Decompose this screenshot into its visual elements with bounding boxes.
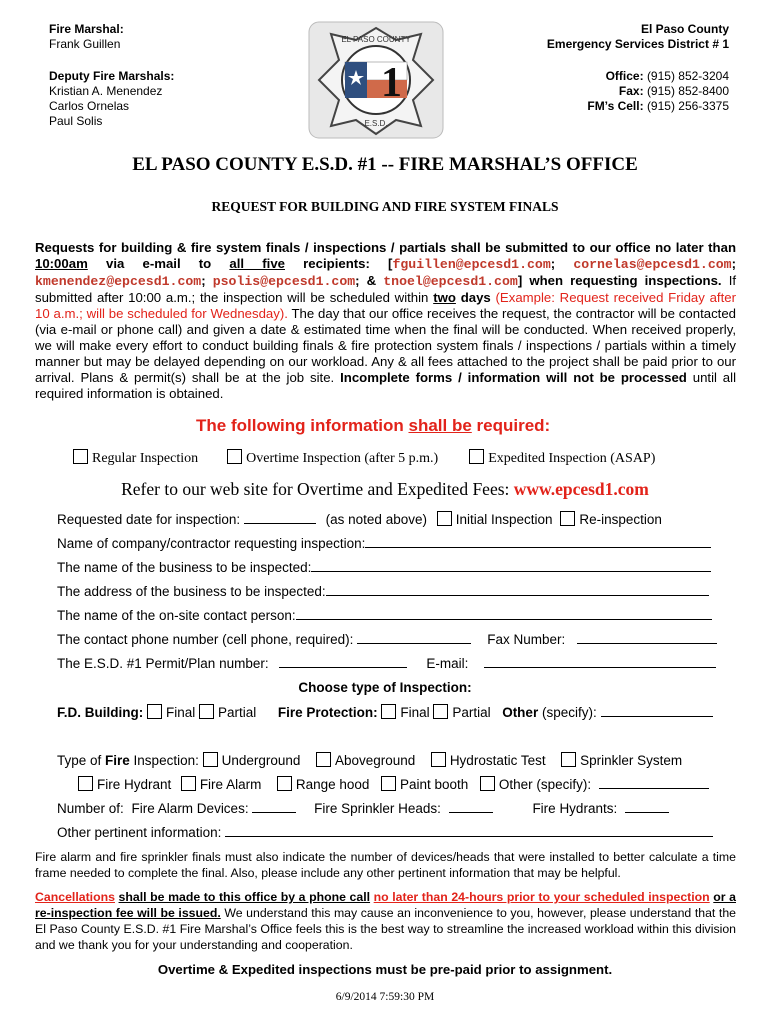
logo-bottom-text: E.S.D. bbox=[364, 119, 388, 128]
inspection-type-row bbox=[73, 449, 655, 467]
note-paragraph: Fire alarm and fire sprinkler finals must also indicate the number of devices/heads that were installed to better calculate a time frame needed to complete the final. Also, please include any other pertinent information that may be helpful. bbox=[35, 850, 736, 880]
permit-field[interactable] bbox=[279, 655, 407, 668]
regular-inspection-checkbox[interactable]: Regular Inspection bbox=[73, 451, 198, 466]
alarm-devices-field[interactable] bbox=[252, 800, 296, 813]
prepaid-notice: Overtime & Expedited inspections must be pre-paid prior to assignment. bbox=[157, 962, 613, 977]
deputy-name: Kristian A. Menendez bbox=[49, 84, 163, 98]
underground-checkbox[interactable]: Underground bbox=[203, 753, 301, 768]
org-name: El Paso County bbox=[640, 22, 729, 36]
expedited-inspection-checkbox[interactable]: Expedited Inspection (ASAP) bbox=[469, 451, 655, 466]
contact-person-row: The name of the on-site contact person: bbox=[57, 607, 712, 623]
number-of-row: Number of: Fire Alarm Devices: Fire Sprinkler Heads: Fire Hydrants: bbox=[57, 800, 669, 816]
email-link[interactable]: cornelas@epcesd1.com bbox=[573, 257, 732, 272]
logo-top-text: EL PASO COUNTY bbox=[341, 35, 411, 44]
intro-paragraph: Requests for building & fire system finals / inspections / partials shall be submitted to our office no later than 10:00am via e-mail to all five recipients: [fguillen@epcesd1.com; cornelas@epcesd1.com; kmenendez@epcesd1.com; psolis@epcesd1.com; & tnoel@epcesd1.com] when requesting inspections. If submitted after 10:00 a.m.; the inspection will be scheduled within two days (Example: Request received Friday after 10 a.m.; will be scheduled for Wednesday). The day that our office receives the request, the contractor will be contacted (via e-mail or phone call) and given a date & estimated time when the final will be conducted. When received properly, we will make every effort to conduct building finals & fire protection system finals / inspections / partials within a timely manner but may be delayed depending on our workload. Any & all fees attached to the project shall be paid prior to our arrival. Plans & permit(s) shall be at the job site. Incomplete forms / information will not be processed until all required information is obtained. bbox=[35, 240, 737, 401]
fire-hydrant-checkbox[interactable]: Fire Hydrant bbox=[78, 777, 171, 792]
protection-final-checkbox[interactable]: Final bbox=[381, 705, 429, 720]
permit-row: The E.S.D. #1 Permit/Plan number: E-mail: bbox=[57, 655, 716, 671]
sprinkler-heads-field[interactable] bbox=[449, 800, 493, 813]
contact-person-field[interactable] bbox=[296, 607, 712, 620]
fire-marshal-label: Fire Marshal: bbox=[49, 22, 124, 36]
hydrants-field[interactable] bbox=[625, 800, 669, 813]
requested-date-field[interactable] bbox=[244, 511, 316, 524]
other-specify-field[interactable] bbox=[601, 704, 713, 717]
header-left bbox=[49, 22, 174, 129]
protection-partial-checkbox[interactable]: Partial bbox=[433, 705, 490, 720]
reinspection-checkbox[interactable]: Re-inspection bbox=[560, 512, 662, 527]
initial-inspection-checkbox[interactable]: Initial Inspection bbox=[437, 512, 553, 527]
other-info-field[interactable] bbox=[225, 824, 713, 837]
esd-logo bbox=[301, 20, 451, 140]
building-protection-row: F.D. Building: Final Partial Fire Protection: Final Partial Other (specify): bbox=[57, 704, 713, 720]
header-right bbox=[547, 22, 729, 114]
other-type-checkbox[interactable]: Other (specify): bbox=[480, 777, 591, 792]
page-title: EL PASO COUNTY E.S.D. #1 -- FIRE MARSHAL’S OFFICE bbox=[132, 154, 638, 175]
fire-marshal-name: Frank Guillen bbox=[49, 37, 121, 51]
overtime-inspection-checkbox[interactable]: Overtime Inspection (after 5 p.m.) bbox=[227, 451, 438, 466]
fire-type-row-2 bbox=[78, 776, 709, 792]
requested-date-row: Requested date for inspection: (as noted above) Initial Inspection Re-inspection bbox=[57, 512, 662, 527]
contact-office: Office: (915) 852-3204 bbox=[605, 69, 729, 83]
contact-fax: Fax: (915) 852-8400 bbox=[618, 84, 729, 98]
aboveground-checkbox[interactable]: Aboveground bbox=[316, 753, 415, 768]
deputy-name: Paul Solis bbox=[49, 114, 103, 128]
building-final-checkbox[interactable]: Final bbox=[147, 705, 195, 720]
building-partial-checkbox[interactable]: Partial bbox=[199, 705, 256, 720]
fax-field[interactable] bbox=[577, 631, 717, 644]
deputy-name: Carlos Ornelas bbox=[49, 99, 130, 113]
business-address-field[interactable] bbox=[326, 583, 709, 596]
org-district: Emergency Services District # 1 bbox=[546, 37, 729, 51]
other-info-row: Other pertinent information: bbox=[57, 824, 713, 840]
website-line: Refer to our web site for Overtime and Expedited Fees: www.epcesd1.com bbox=[121, 479, 649, 499]
business-name-row: The name of the business to be inspected: bbox=[57, 559, 711, 575]
website-link[interactable]: www.epcesd1.com bbox=[513, 479, 649, 499]
sprinkler-system-checkbox[interactable]: Sprinkler System bbox=[561, 753, 682, 768]
business-address-row: The address of the business to be inspected: bbox=[57, 583, 709, 599]
logo-number: 1 bbox=[381, 60, 402, 106]
contact-phone-row: The contact phone number (cell phone, required): Fax Number: bbox=[57, 631, 717, 647]
cancellation-paragraph: Cancellations shall be made to this office by a phone call no later than 24-hours prior to your scheduled inspection or a re-inspection fee will be issued. We understand this may cause an inconvenience to you, however, please understand that the El Paso County E.S.D. #1 Fire Marshal’s Office feels this is the best way to streamline the increased workload within this division and we thank you for your understanding and cooperation. bbox=[35, 890, 737, 952]
other-type-field[interactable] bbox=[599, 776, 709, 789]
fire-alarm-checkbox[interactable]: Fire Alarm bbox=[181, 777, 262, 792]
email-field[interactable] bbox=[484, 655, 716, 668]
choose-type-heading: Choose type of Inspection: bbox=[298, 680, 472, 695]
email-link[interactable]: fguillen@epcesd1.com bbox=[392, 257, 551, 272]
footer-date: 6/9/2014 7:59:30 PM bbox=[335, 991, 435, 1003]
range-hood-checkbox[interactable]: Range hood bbox=[277, 777, 370, 792]
contact-cell: FM’s Cell: (915) 256-3375 bbox=[587, 99, 729, 113]
paint-booth-checkbox[interactable]: Paint booth bbox=[381, 777, 468, 792]
business-name-field[interactable] bbox=[311, 559, 711, 572]
email-link[interactable]: tnoel@epcesd1.com bbox=[383, 274, 518, 289]
page-subtitle: REQUEST FOR BUILDING AND FIRE SYSTEM FINALS bbox=[211, 199, 559, 214]
email-link[interactable]: kmenendez@epcesd1.com bbox=[35, 274, 202, 289]
required-heading: The following information shall be required: bbox=[196, 416, 551, 435]
email-link[interactable]: psolis@epcesd1.com bbox=[212, 274, 356, 289]
company-row: Name of company/contractor requesting inspection: bbox=[57, 535, 711, 551]
hydrostatic-test-checkbox[interactable]: Hydrostatic Test bbox=[431, 753, 546, 768]
fire-type-row-1: Type of Fire Inspection: Underground Aboveground Hydrostatic Test Sprinkler System bbox=[57, 753, 683, 768]
deputy-label: Deputy Fire Marshals: bbox=[49, 69, 175, 83]
company-field[interactable] bbox=[365, 535, 711, 548]
contact-phone-field[interactable] bbox=[357, 631, 471, 644]
